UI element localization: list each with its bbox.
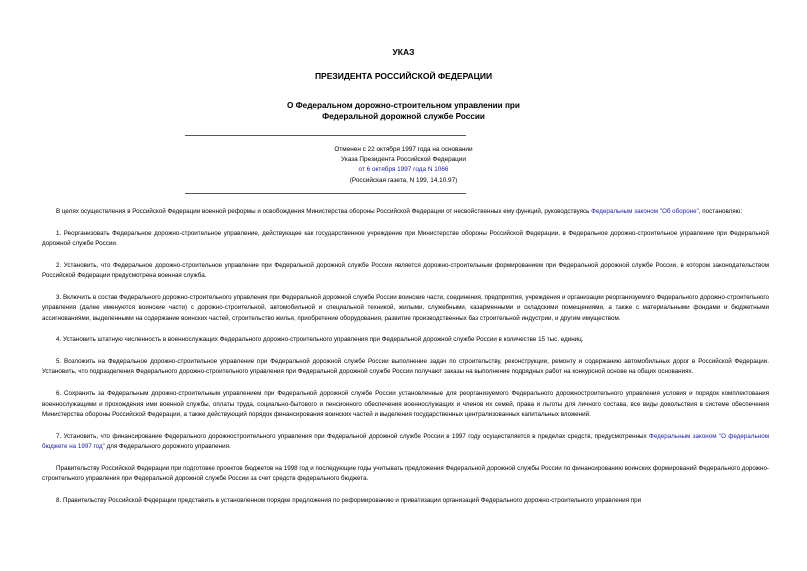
- document-title-line1: О Федеральном дорожно-строительном управлении при: [287, 101, 520, 110]
- document-title-line2: Федеральной дорожной службе России: [322, 112, 485, 121]
- paragraph-8: 8. Правительству Российской Федерации представить в установленном порядке предложения по реформированию и приватизации организаций Федерального дорожно-строительного управления при: [56, 496, 642, 504]
- divider-bottom: [185, 193, 466, 194]
- note-line1: Отменен с 22 октября 1997 года на основании: [334, 146, 473, 153]
- document-title: [0, 100, 807, 122]
- note-line4: (Российская газета, N 199, 14.10.97): [349, 176, 458, 184]
- paragraph-3: 3. Включить в состав Федерального дорожно-строительного управления при Федеральной дорожной службе России воинские части, соединения, предприятия, учреждения и организации реорганизуемого Федерального дорожно-строительного управления (далее именуются воинские части) с дорожно-строительной, автомобильной и специальной техникой, жилыми, служебными, казарменными и складскими помещениями, а также с материальными фондами и бюджетными ассигнованиями, выделенными на содержание воинских частей, строительство жилья, приобретение оборудования, развитие производственных баз строительной индустрии, и другим имуществом.: [42, 293, 769, 322]
- paragraph-2: 2. Установить, что Федеральное дорожно-строительное управление при Федеральной дорожной службе России является дорожно-строительным формированием при Федеральной дорожной службе России, в котором законодательством Российской Федерации предусмотрена военная служба.: [42, 261, 769, 280]
- paragraph-5: 5. Возложить на Федеральное дорожно-строительное управление при Федеральной дорожной службе России выполнение задач по строительству, реконструкции, ремонту и содержанию автомобильных дорог в Российской Федерации. Установить, что подразделения Федерального дорожно-строительного управления при Федеральной дорожной службе России получают заказы на выполнение подрядных работ на конкурсной основе на общих основаниях.: [42, 358, 769, 376]
- paragraph-7-text-end: для Федерального дорожного управления.: [104, 442, 231, 450]
- preamble-text: В целях осуществления в Российской Федерации военной реформы и освобождения Министерства обороны Российской Федерации от несвойственных ему функций, руководствуясь: [56, 208, 592, 215]
- divider-top: [185, 135, 466, 136]
- paragraph-7-continued: Правительству Российской Федерации при подготовке проектов бюджетов на 1998 год и последующие годы учитывать предложения Федеральной дорожной службы России по финансированию воинских формирований Федерального дорожно-строительного управления при Федеральной дорожной службе России за счет средств федерального бюджета.: [42, 464, 769, 483]
- preamble-paragraph: [42, 207, 769, 217]
- paragraph-6: 6. Сохранить за Федеральным дорожно-строительным управлением при Федеральной дорожной службе России установленные для реорганизуемого Федерального дорожностроительного управления условия и порядок комплектования военнослужащими и прохождения ими военной службы, оплаты труда, социально-бытового и пенсионного обеспечения военнослужащих и членов их семей, права и льготы для личного состава, все виды довольствия в системе обеспечения Министерства обороны Российской Федерации, а также действующий порядок финансирования воинских частей и выделения государственных централизованных капитальных вложений.: [42, 390, 769, 418]
- budget-law-link[interactable]: Федеральным законом "О федеральном бюджете на 1997 год": [42, 432, 769, 450]
- revocation-note: [0, 145, 807, 186]
- paragraph-7-text: 7. Установить, что финансирование Федерального дорожностроительного управления при Федеральной дорожной службе России в 1997 году осуществляется в пределах средств, предусмотренных: [56, 432, 649, 440]
- preamble-text-end: , постановляю:: [698, 208, 743, 215]
- paragraph-1: 1. Реорганизовать Федеральное дорожно-строительное управление, действующее как государственное учреждение при Министерстве обороны Российской Федерации, в Федеральное дорожно-строительное управление при Федеральной дорожной службе России.: [42, 229, 769, 248]
- revocation-decree-link[interactable]: от 6 октября 1997 года N 1066: [358, 166, 449, 174]
- paragraph-4: 4. Установить штатную численность в военнослужащих Федерального дорожно-строительного управления при Федеральной дорожной службе России в количестве 15 тыс. единиц.: [56, 336, 584, 344]
- note-line2: Указа Президента Российской Федерации: [340, 156, 466, 164]
- paragraph-7: [42, 432, 769, 453]
- defense-law-link[interactable]: Федеральным законом "Об обороне": [591, 208, 699, 215]
- document-type-heading: УКАЗ: [392, 47, 415, 57]
- issuer-heading: ПРЕЗИДЕНТА РОССИЙСКОЙ ФЕДЕРАЦИИ: [314, 71, 493, 81]
- document-body: [42, 207, 769, 518]
